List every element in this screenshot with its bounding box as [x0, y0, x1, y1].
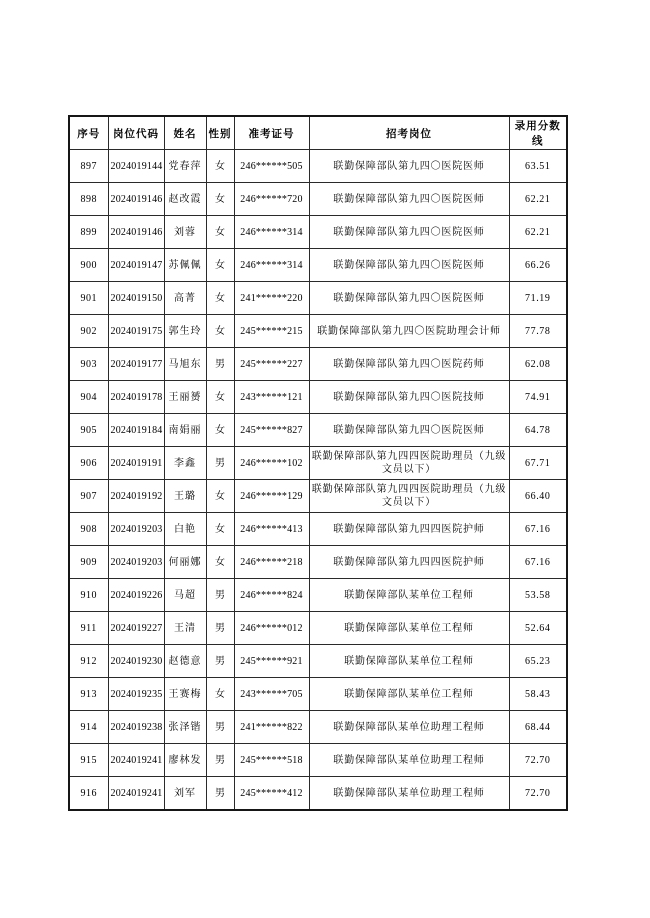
cell-name: 高菁	[164, 282, 206, 315]
cell-name: 刘蓉	[164, 216, 206, 249]
header-position: 招考岗位	[309, 116, 509, 150]
cell-index: 902	[69, 315, 108, 348]
cell-position: 联勤保障部队某单位工程师	[309, 645, 509, 678]
cell-position: 联勤保障部队某单位工程师	[309, 612, 509, 645]
cell-score-line: 72.70	[509, 744, 567, 777]
cell-score-line: 65.23	[509, 645, 567, 678]
cell-job-code: 2024019184	[108, 414, 164, 447]
cell-job-code: 2024019235	[108, 678, 164, 711]
cell-position: 联勤保障部队第九四〇医院医师	[309, 414, 509, 447]
header-score-line: 录用分数线	[509, 116, 567, 150]
cell-exam-number: 245******827	[234, 414, 309, 447]
cell-score-line: 72.70	[509, 777, 567, 811]
cell-name: 白艳	[164, 513, 206, 546]
table-row	[69, 216, 567, 249]
cell-job-code: 2024019241	[108, 744, 164, 777]
cell-score-line: 58.43	[509, 678, 567, 711]
cell-score-line: 52.64	[509, 612, 567, 645]
cell-index: 898	[69, 183, 108, 216]
cell-score-line: 67.71	[509, 447, 567, 480]
table-row	[69, 678, 567, 711]
cell-name: 马超	[164, 579, 206, 612]
header-index: 序号	[69, 116, 108, 150]
cell-job-code: 2024019178	[108, 381, 164, 414]
cell-gender: 男	[206, 447, 234, 480]
cell-job-code: 2024019146	[108, 183, 164, 216]
cell-score-line: 62.21	[509, 183, 567, 216]
cell-name: 王赛梅	[164, 678, 206, 711]
cell-exam-number: 243******121	[234, 381, 309, 414]
table-row	[69, 612, 567, 645]
cell-index: 912	[69, 645, 108, 678]
table-row	[69, 315, 567, 348]
cell-gender: 女	[206, 414, 234, 447]
table-row	[69, 381, 567, 414]
cell-gender: 女	[206, 282, 234, 315]
cell-gender: 女	[206, 480, 234, 513]
cell-score-line: 66.26	[509, 249, 567, 282]
cell-score-line: 64.78	[509, 414, 567, 447]
cell-job-code: 2024019192	[108, 480, 164, 513]
cell-gender: 女	[206, 546, 234, 579]
cell-score-line: 71.19	[509, 282, 567, 315]
cell-name: 党春萍	[164, 150, 206, 183]
cell-job-code: 2024019226	[108, 579, 164, 612]
cell-score-line: 77.78	[509, 315, 567, 348]
cell-exam-number: 243******705	[234, 678, 309, 711]
cell-index: 914	[69, 711, 108, 744]
cell-position: 联勤保障部队第九四〇医院药师	[309, 348, 509, 381]
cell-position: 联勤保障部队第九四〇医院医师	[309, 282, 509, 315]
cell-position: 联勤保障部队某单位工程师	[309, 579, 509, 612]
cell-exam-number: 246******314	[234, 249, 309, 282]
cell-exam-number: 241******822	[234, 711, 309, 744]
cell-job-code: 2024019191	[108, 447, 164, 480]
cell-exam-number: 246******314	[234, 216, 309, 249]
cell-position: 联勤保障部队第九四〇医院医师	[309, 249, 509, 282]
cell-gender: 男	[206, 645, 234, 678]
cell-position: 联勤保障部队第九四四医院护师	[309, 513, 509, 546]
table-row	[69, 249, 567, 282]
cell-exam-number: 246******505	[234, 150, 309, 183]
cell-job-code: 2024019238	[108, 711, 164, 744]
cell-gender: 女	[206, 315, 234, 348]
cell-job-code: 2024019150	[108, 282, 164, 315]
cell-job-code: 2024019144	[108, 150, 164, 183]
cell-position: 联勤保障部队某单位工程师	[309, 678, 509, 711]
cell-job-code: 2024019241	[108, 777, 164, 811]
table-row	[69, 414, 567, 447]
cell-exam-number: 246******824	[234, 579, 309, 612]
cell-index: 901	[69, 282, 108, 315]
cell-exam-number: 245******921	[234, 645, 309, 678]
cell-gender: 女	[206, 183, 234, 216]
table-row	[69, 183, 567, 216]
cell-index: 905	[69, 414, 108, 447]
cell-job-code: 2024019175	[108, 315, 164, 348]
cell-gender: 男	[206, 711, 234, 744]
cell-index: 908	[69, 513, 108, 546]
cell-exam-number: 246******720	[234, 183, 309, 216]
cell-position: 联勤保障部队第九四〇医院助理会计师	[309, 315, 509, 348]
cell-position: 联勤保障部队某单位助理工程师	[309, 777, 509, 811]
cell-exam-number: 246******129	[234, 480, 309, 513]
cell-score-line: 53.58	[509, 579, 567, 612]
table-row	[69, 579, 567, 612]
table-row	[69, 711, 567, 744]
cell-index: 899	[69, 216, 108, 249]
table-row	[69, 744, 567, 777]
cell-gender: 女	[206, 150, 234, 183]
cell-gender: 男	[206, 579, 234, 612]
table-row	[69, 645, 567, 678]
cell-job-code: 2024019203	[108, 513, 164, 546]
cell-job-code: 2024019147	[108, 249, 164, 282]
cell-name: 王丽赟	[164, 381, 206, 414]
cell-position: 联勤保障部队第九四〇医院医师	[309, 216, 509, 249]
cell-name: 王璐	[164, 480, 206, 513]
cell-gender: 女	[206, 678, 234, 711]
cell-job-code: 2024019203	[108, 546, 164, 579]
header-exam-number: 准考证号	[234, 116, 309, 150]
cell-index: 897	[69, 150, 108, 183]
cell-index: 911	[69, 612, 108, 645]
cell-gender: 女	[206, 216, 234, 249]
cell-name: 李鑫	[164, 447, 206, 480]
score-line-table	[68, 115, 568, 811]
cell-index: 904	[69, 381, 108, 414]
cell-name: 南娟丽	[164, 414, 206, 447]
cell-exam-number: 241******220	[234, 282, 309, 315]
cell-exam-number: 245******215	[234, 315, 309, 348]
cell-position: 联勤保障部队第九四〇医院技师	[309, 381, 509, 414]
cell-score-line: 74.91	[509, 381, 567, 414]
table-body	[69, 150, 567, 811]
cell-score-line: 63.51	[509, 150, 567, 183]
cell-gender: 女	[206, 381, 234, 414]
cell-exam-number: 245******518	[234, 744, 309, 777]
cell-exam-number: 246******413	[234, 513, 309, 546]
cell-exam-number: 245******227	[234, 348, 309, 381]
cell-job-code: 2024019146	[108, 216, 164, 249]
cell-index: 910	[69, 579, 108, 612]
cell-position: 联勤保障部队第九四〇医院医师	[309, 150, 509, 183]
cell-index: 913	[69, 678, 108, 711]
cell-position: 联勤保障部队第九四四医院助理员（九级文员以下）	[309, 480, 509, 513]
cell-index: 907	[69, 480, 108, 513]
cell-name: 苏佩佩	[164, 249, 206, 282]
cell-score-line: 62.21	[509, 216, 567, 249]
cell-name: 何丽娜	[164, 546, 206, 579]
cell-gender: 女	[206, 249, 234, 282]
cell-name: 廖林发	[164, 744, 206, 777]
cell-score-line: 66.40	[509, 480, 567, 513]
cell-gender: 男	[206, 744, 234, 777]
table-row	[69, 777, 567, 811]
table-header-row	[69, 116, 567, 150]
table-row	[69, 348, 567, 381]
cell-gender: 男	[206, 348, 234, 381]
cell-index: 903	[69, 348, 108, 381]
cell-exam-number: 246******012	[234, 612, 309, 645]
cell-gender: 男	[206, 777, 234, 811]
cell-name: 郭生玲	[164, 315, 206, 348]
cell-index: 915	[69, 744, 108, 777]
cell-position: 联勤保障部队第九四四医院助理员（九级文员以下）	[309, 447, 509, 480]
cell-name: 赵德意	[164, 645, 206, 678]
table-row	[69, 447, 567, 480]
table-row	[69, 546, 567, 579]
cell-name: 刘军	[164, 777, 206, 811]
header-name: 姓名	[164, 116, 206, 150]
cell-exam-number: 246******102	[234, 447, 309, 480]
cell-score-line: 67.16	[509, 546, 567, 579]
cell-job-code: 2024019230	[108, 645, 164, 678]
header-job-code: 岗位代码	[108, 116, 164, 150]
cell-score-line: 62.08	[509, 348, 567, 381]
cell-job-code: 2024019227	[108, 612, 164, 645]
cell-index: 916	[69, 777, 108, 811]
table-row	[69, 282, 567, 315]
table-row	[69, 480, 567, 513]
cell-name: 张泽锴	[164, 711, 206, 744]
cell-index: 900	[69, 249, 108, 282]
cell-position: 联勤保障部队第九四〇医院医师	[309, 183, 509, 216]
header-gender: 性别	[206, 116, 234, 150]
cell-name: 马旭东	[164, 348, 206, 381]
cell-score-line: 68.44	[509, 711, 567, 744]
cell-position: 联勤保障部队第九四四医院护师	[309, 546, 509, 579]
cell-exam-number: 245******412	[234, 777, 309, 811]
table-row	[69, 150, 567, 183]
table-row	[69, 513, 567, 546]
cell-job-code: 2024019177	[108, 348, 164, 381]
cell-name: 王清	[164, 612, 206, 645]
cell-position: 联勤保障部队某单位助理工程师	[309, 711, 509, 744]
cell-gender: 女	[206, 513, 234, 546]
cell-index: 909	[69, 546, 108, 579]
cell-score-line: 67.16	[509, 513, 567, 546]
cell-gender: 男	[206, 612, 234, 645]
cell-name: 赵改霞	[164, 183, 206, 216]
cell-index: 906	[69, 447, 108, 480]
cell-position: 联勤保障部队某单位助理工程师	[309, 744, 509, 777]
cell-exam-number: 246******218	[234, 546, 309, 579]
